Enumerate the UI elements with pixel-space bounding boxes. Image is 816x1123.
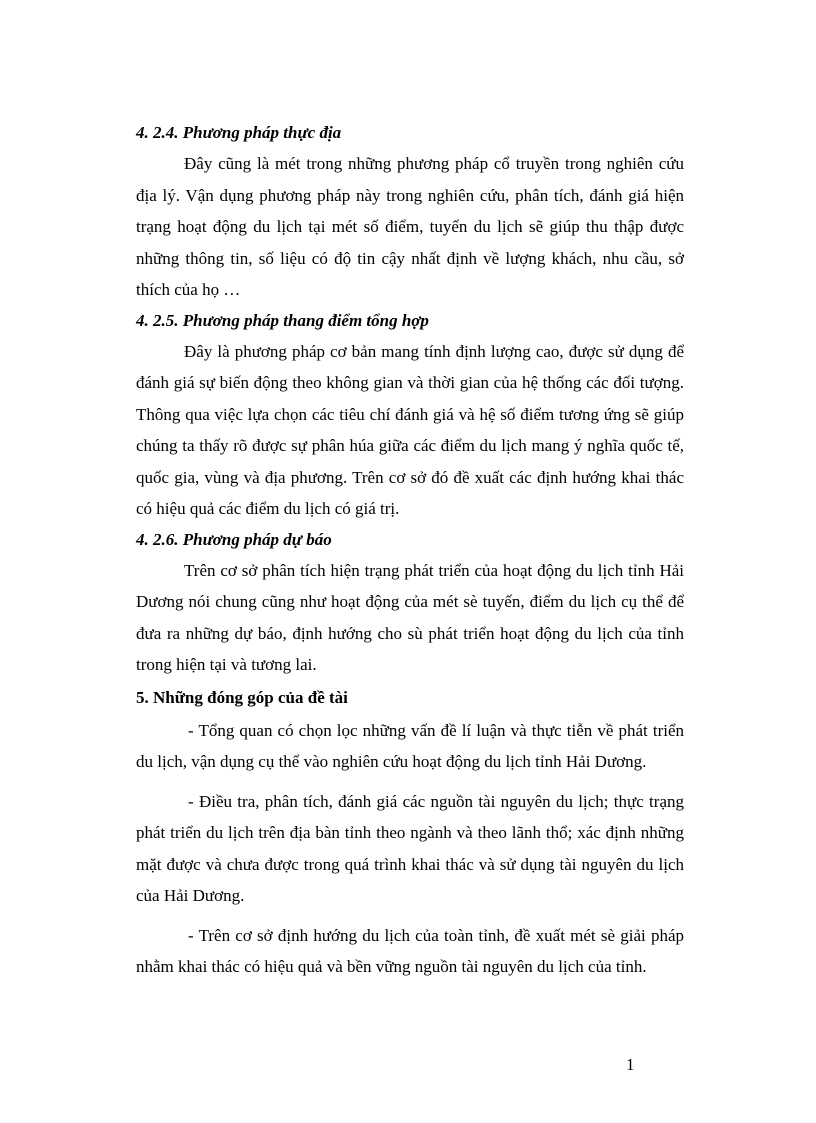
contribution-item: - Điều tra, phân tích, đánh giá các nguồn tài nguyên du lịch; thực trạng phát triển du lịch trên địa bàn tỉnh theo ngành và theo lãnh thổ; xác định những mặt được và chưa được trong quá trình khai thác và sử dụng tài nguyên du lịch của Hải Dương. [136,791,684,905]
contribution-item: - Tổng quan có chọn lọc những vấn đề lí luận và thực tiễn về phát triển du lịch, vận dụng cụ thể vào nghiên cứu hoạt động du lịch tỉnh Hải Dương. [136,720,684,771]
paragraph-scoring-method: Đây là phương pháp cơ bản mang tính định lượng cao, được sử dụng để đánh giá sự biến động theo không gian và thời gian của hệ thống các đối tượng. Thông qua việc lựa chọn các tiêu chí đánh giá và hệ số điểm tương ứng sẽ giúp chúng ta thấy rõ được sự phân húa giữa các điểm du lịch mang ý nghĩa quốc tế, quốc gia, vùng và địa phương. Trên cơ sở đó đề xuất các định hướng khai thác có hiệu quả các điểm du lịch có giá trị. [136,341,684,518]
contribution-item: - Trên cơ sở định hướng du lịch của toàn tỉnh, đề xuất mét sè giải pháp nhằm khai thác có hiệu quả và bền vững nguồn tài nguyên du lịch của tỉnh. [136,925,684,976]
paragraph-forecast-method: Trên cơ sở phân tích hiện trạng phát triển của hoạt động du lịch tỉnh Hải Dương nói chung cũng như hoạt động của mét sè tuyến, điểm du lịch cụ thể để đưa ra những dự báo, định hướng cho sù phát triển hoạt động du lịch của tỉnh trong hiện tại và tương lai. [136,560,684,674]
section-heading-scoring-method: 4. 2.5. Phương pháp thang điểm tổng hợp [136,310,429,330]
section-heading-field-method: 4. 2.4. Phương pháp thực địa [136,123,342,142]
section-heading-contributions: 5. Những đóng góp của đề tài [136,687,348,707]
section-heading-forecast-method: 4. 2.6. Phương pháp dự báo [136,529,332,549]
page-number: 1 [626,1055,635,1074]
document-page [136,118,684,983]
paragraph-field-method: Đây cũng là mét trong những phương pháp cổ truyền trong nghiên cứu địa lý. Vận dụng phương pháp này trong nghiên cứu, phân tích, đánh giá hiện trạng hoạt động du lịch tại mét số điểm, tuyến du lịch sẽ giúp thu thập được những thông tin, số liệu có độ tin cậy nhất định về lượng khách, nhu cầu, sở thích của họ … [136,154,684,299]
